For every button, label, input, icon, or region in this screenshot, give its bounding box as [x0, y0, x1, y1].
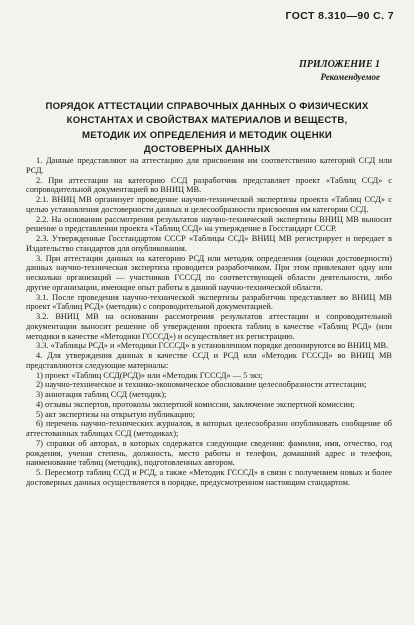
appendix-label [299, 58, 380, 84]
list-item: 5) акт экспертизы на открытую публикацию; [36, 409, 196, 419]
list-item: 7) справки об авторах, в которых содержатся следующие сведения: фамилия, имя, отчество, год рождения, ученая степень, должность, место работы и телефон, домашний адрес и телефон, наименование таблиц (методик), подготовленных автором. [26, 438, 392, 468]
list-item: 6) перечень научно-технических журналов, в которых целесообразно опубликовать сообщение об аттестованных таблицах ССД (методиках); [26, 419, 392, 438]
paragraph: 3.2. ВНИЦ МВ на основании рассмотрения результатов аттестации и сопроводительной документации выносит решение об утверждении проекта таблиц в качестве «Таблиц РСД» (или методики в качестве «Методики ГСССД») и осуществляет их регистрацию. [26, 312, 392, 341]
document-body [26, 156, 392, 488]
paragraph: 1. Данные представляют на аттестацию для присвоения им соответственно категорий ССД или РСД. [26, 156, 392, 175]
paragraph: 2.1. ВНИЦ МВ организует проведение научно-технической экспертизы проекта «Таблиц ССД» с целью установления достоверности данных и целесообразности присвоения им категории ССД. [26, 195, 392, 214]
paragraph: 5. Пересмотр таблиц ССД и РСД, а также «Методик ГСССД» в связи с получением новых и более достоверных данных осуществляется в порядке, предусмотренном настоящим стандартом. [26, 468, 392, 487]
paragraph: 3.1. После проведения научно-технической экспертизы разработчик представляет во ВНИЦ МВ проект «Таблиц РСД» (методик) с сопроводительной документацией. [26, 292, 392, 312]
list-item: 2) научно-техническое и технико-экономическое обоснование целесообразности аттестации; [36, 380, 367, 390]
page-header: ГОСТ 8.310—90 С. 7 [285, 10, 394, 22]
title-line: ДОСТОВЕРНЫХ ДАННЫХ [143, 143, 271, 155]
appendix-title: ПРИЛОЖЕНИЕ 1 [299, 59, 380, 70]
paragraph: 4. Для утверждения данных в качестве ССД и РСД или «Методик ГСССД» во ВНИЦ МВ представляются следующие материалы: [26, 351, 392, 370]
section-title [24, 100, 390, 157]
title-line: КОНСТАНТАХ И СВОЙСТВАХ МАТЕРИАЛОВ И ВЕЩЕСТВ, [66, 115, 348, 127]
paragraph: 2.2. На основании рассмотрения результатов научно-технической экспертизы ВНИЦ МВ выносит решение о представлении проекта «Таблиц ССД» на утверждение в Госстандарт СССР. [26, 214, 392, 234]
title-line: МЕТОДИК ИХ ОПРЕДЕЛЕНИЯ И МЕТОДИК ОЦЕНКИ [82, 129, 332, 141]
paragraph: 3. При аттестации данных на категорию РСД или методик определения (оценки достоверности) данных научно-техническая экспертиза проводится разработчиком. При этом привлекают одну или несколько организаций — участников ГСССД по соответствующей области деятельности, либо другие организации, имеющие опыт работы в данной научно-технической области. [26, 253, 392, 292]
list-item: 4) отзывы экспертов, протоколы экспертной комиссии, заключение экспертной комиссии; [36, 399, 355, 409]
appendix-subtitle: Рекомендуемое [320, 72, 380, 82]
list-item: 1) проект «Таблиц ССД(РСД)» или «Методик ГСССД» — 5 экз; [36, 370, 263, 380]
list-item: 3) аннотация таблиц ССД (методик); [36, 390, 167, 399]
paragraph: 2. При аттестации на категорию ССД разработчик представляет проект «Таблиц ССД» с сопроводительной документацией во ВНИЦ МВ. [26, 175, 392, 195]
title-line: ПОРЯДОК АТТЕСТАЦИИ СПРАВОЧНЫХ ДАННЫХ О ФИЗИЧЕСКИХ [45, 101, 369, 112]
paragraph: 3.3. «Таблицы РСД» и «Методики ГСССД» в установленном порядке депонируются во ВНИЦ МВ. [36, 341, 389, 351]
paragraph: 2.3. Утвержденные Госстандартом СССР «Таблицы ССД» ВНИЦ МВ регистрирует и передает в Издательство стандартов для опубликования. [26, 234, 392, 253]
